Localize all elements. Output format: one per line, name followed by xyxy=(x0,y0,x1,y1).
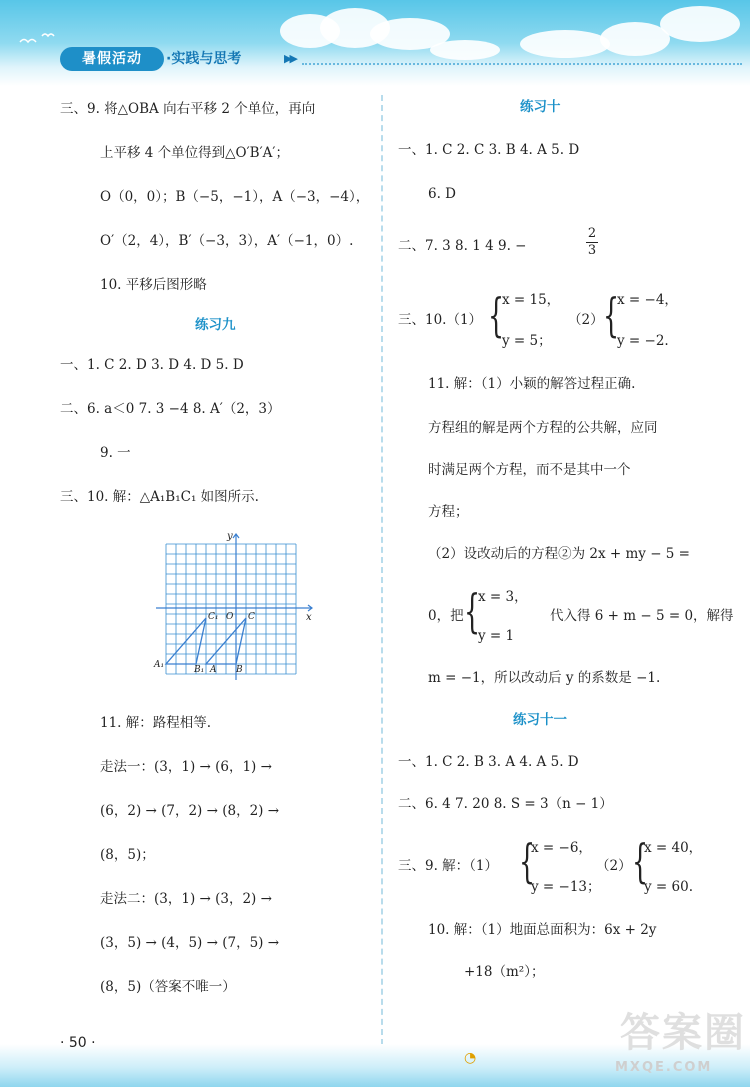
watermark-url: MXQE.COM xyxy=(615,1060,713,1075)
point-label: B xyxy=(236,665,243,675)
answer-line: 三、10. 解：△A₁B₁C₁ 如图所示. xyxy=(60,489,259,505)
axis-y-label: y xyxy=(227,531,233,542)
equation-line: y = −13； xyxy=(531,879,601,895)
page-header-banner xyxy=(0,0,750,86)
answer-line: 一、1. C 2. D 3. D 4. D 5. D xyxy=(60,357,244,373)
answer-line: 10. 解：（1）地面总面积为：6x + 2y xyxy=(428,922,657,938)
equation-brace: { xyxy=(603,288,620,342)
answer-line: （2） xyxy=(568,312,604,328)
equation-brace: { xyxy=(519,834,536,888)
point-label: A xyxy=(210,665,217,675)
header-dotted-rule xyxy=(302,63,742,65)
cloud-decoration xyxy=(600,22,670,56)
watermark-logo: 答案圈 xyxy=(620,1010,746,1056)
answer-line: 二、7. 3 8. 1 4 9. − xyxy=(398,238,527,254)
coordinate-grid-figure xyxy=(150,530,320,680)
point-label: C₁ xyxy=(208,612,219,622)
equation-brace: { xyxy=(488,288,505,342)
answer-line: (8，5)； xyxy=(100,847,155,863)
point-label: B₁ xyxy=(194,665,205,675)
section-title-10: 练习十 xyxy=(520,99,561,115)
equation-line: x = 40， xyxy=(644,840,703,856)
header-subtitle: ·实践与思考 xyxy=(166,51,242,67)
answer-line: 三、9. 将△OBA 向右平移 2 个单位，再向 xyxy=(60,101,316,117)
answer-line: 方程； xyxy=(428,504,469,520)
answer-line: 上平移 4 个单位得到△O′B′A′； xyxy=(100,145,289,161)
answer-line: （2） xyxy=(596,858,632,874)
equation-line: y = 1 xyxy=(478,628,515,644)
answer-line: 三、9. 解：（1） xyxy=(398,858,499,874)
cloud-decoration xyxy=(430,40,500,60)
header-arrows-icon: ▶▶ xyxy=(284,52,295,65)
equation-line: x = 15， xyxy=(502,292,561,308)
answer-line: 10. 平移后图形略 xyxy=(100,277,207,293)
section-title-11: 练习十一 xyxy=(513,712,567,728)
point-label: O xyxy=(226,612,234,622)
fraction-numerator: 2 xyxy=(587,226,597,241)
answer-line: (6，2) → (7，2) → (8，2) → xyxy=(100,803,280,819)
equation-line: y = −2. xyxy=(617,333,669,349)
point-label: C xyxy=(248,612,255,622)
equation-line: x = −4， xyxy=(617,292,678,308)
answer-line: m = −1，所以改动后 y 的系数是 −1. xyxy=(428,670,661,686)
answer-line: 一、1. C 2. C 3. B 4. A 5. D xyxy=(398,142,580,158)
answer-line: 9. 一 xyxy=(100,445,131,461)
answer-line: 6. D xyxy=(428,186,456,202)
equation-line: x = −6， xyxy=(531,840,592,856)
answer-line: O（0，0）；B（−5，−1），A（−3，−4）， xyxy=(100,189,370,205)
answer-line: 时满足两个方程，而不是其中一个 xyxy=(428,462,631,478)
answer-line: 代入得 6 + m − 5 = 0，解得 xyxy=(550,608,734,624)
answer-line: 0，把 xyxy=(428,608,464,624)
point-label: A₁ xyxy=(154,660,165,670)
equation-brace: { xyxy=(632,834,649,888)
equation-brace: { xyxy=(464,584,481,638)
answer-line: O′（2，4），B′（−3，3），A′（−1，0）. xyxy=(100,233,354,249)
answer-line: 三、10.（1） xyxy=(398,312,483,328)
fish-icon: ◔ xyxy=(464,1050,477,1066)
answer-line: 走法二：(3，1) → (3，2) → xyxy=(100,891,272,907)
answer-line: 二、6. 4 7. 20 8. S = 3（n − 1） xyxy=(398,796,613,812)
cloud-decoration xyxy=(520,30,610,58)
answer-line: (3，5) → (4，5) → (7，5) → xyxy=(100,935,280,951)
equation-line: y = 60. xyxy=(644,879,693,895)
answer-line: 走法一：(3，1) → (6，1) → xyxy=(100,759,272,775)
answer-line: 方程组的解是两个方程的公共解，应同 xyxy=(428,420,658,436)
fraction-denominator: 3 xyxy=(587,243,597,258)
answer-line: 二、6. a＜0 7. 3 −4 8. A′（2，3） xyxy=(60,401,281,417)
section-title-9: 练习九 xyxy=(195,317,236,333)
column-divider xyxy=(381,95,383,1045)
equation-line: x = 3， xyxy=(478,589,528,605)
answer-line: （2）设改动后的方程②为 2x + my − 5 = xyxy=(428,546,690,562)
answer-line: 11. 解：（1）小颖的解答过程正确. xyxy=(428,376,636,392)
equation-line: y = 5； xyxy=(502,333,552,349)
answer-line: +18（m²）； xyxy=(464,964,545,980)
answer-line: 一、1. C 2. B 3. A 4. A 5. D xyxy=(398,754,579,770)
axis-x-label: x xyxy=(306,612,312,623)
answer-line: 11. 解：路程相等. xyxy=(100,715,212,731)
answer-line: (8，5)（答案不唯一） xyxy=(100,979,236,995)
page-number: · 50 · xyxy=(60,1035,96,1051)
header-badge: 暑假活动 xyxy=(60,47,164,71)
fraction xyxy=(586,227,598,258)
cloud-decoration xyxy=(660,6,740,42)
